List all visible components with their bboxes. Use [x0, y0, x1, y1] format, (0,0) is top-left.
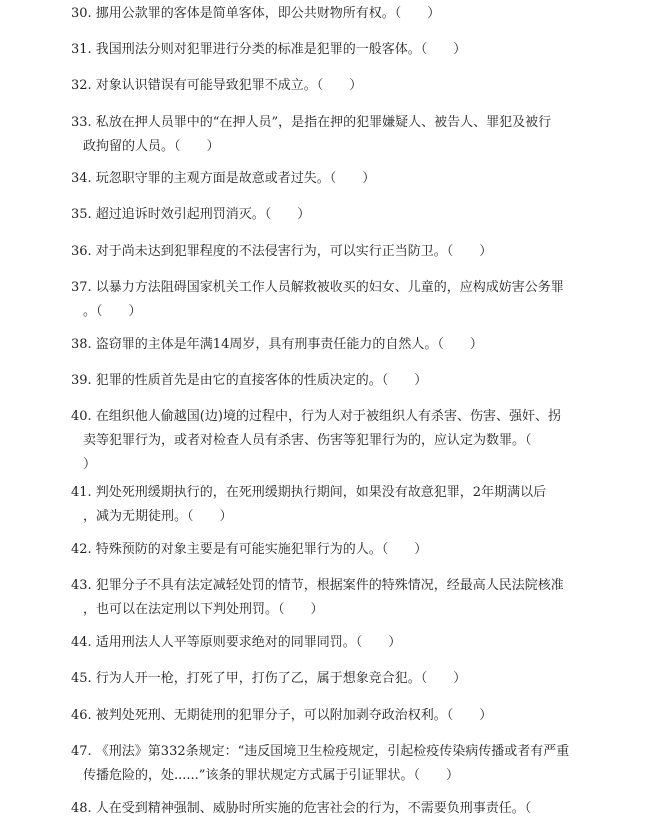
question-35 [71, 203, 591, 227]
question-line: 41. 判处死刑缓期执行的，在死刑缓期执行期间，如果没有故意犯罪，2年期满以后 [71, 485, 547, 500]
question-41 [71, 481, 591, 529]
question-45 [71, 667, 591, 691]
question-39 [71, 369, 591, 393]
question-37 [71, 276, 591, 324]
question-line: 39. 犯罪的性质首先是由它的直接客体的性质决定的。（ ） [71, 373, 428, 388]
question-line: 32. 对象认识错误有可能导致犯罪不成立。（ ） [71, 78, 363, 93]
question-42 [71, 538, 591, 562]
question-line: 33. 私放在押人员罪中的“在押人员”，是指在押的犯罪嫌疑人、被告人、罪犯及被行 [71, 115, 552, 130]
question-33 [71, 111, 591, 159]
question-line: 47. 《刑法》第332条规定：“违反国境卫生检疫规定，引起检疫传染病传播或者有严重 [71, 744, 570, 759]
question-line: 政拘留的人员。（ ） [83, 139, 220, 154]
question-36 [71, 240, 591, 264]
question-31 [71, 38, 591, 62]
question-line: 48. 人在受到精神强制、威胁时所实施的危害社会的行为，不需要负刑事责任。（ [71, 801, 532, 816]
question-line: ） [83, 457, 97, 472]
question-38 [71, 333, 591, 357]
question-30 [71, 2, 591, 26]
question-line: ，也可以在法定刑以下判处刑罚。（ ） [83, 602, 324, 617]
question-line: 传播危险的，处......”该条的罪状规定方式属于引证罪状。（ ） [83, 768, 459, 783]
question-40 [71, 405, 591, 477]
question-line: 37. 以暴力方法阻碍国家机关工作人员解救被收买的妇女、儿童的，应构成妨害公务罪 [71, 280, 564, 295]
question-line: 31. 我国刑法分则对犯罪进行分类的标准是犯罪的一般客体。（ ） [71, 42, 467, 57]
question-46 [71, 704, 591, 728]
question-line: ，减为无期徒刑。（ ） [83, 509, 233, 524]
question-line: 36. 对于尚未达到犯罪程度的不法侵害行为，可以实行正当防卫。（ ） [71, 244, 493, 259]
question-line: 42. 特殊预防的对象主要是有可能实施犯罪行为的人。（ ） [71, 542, 428, 557]
question-line: 40. 在组织他人偷越国(边)境的过程中，行为人对于被组织人有杀害、伤害、强奸、拐 [71, 409, 561, 424]
question-line: 43. 犯罪分子不具有法定减轻处罚的情节，根据案件的特殊情况，经最高人民法院核准 [71, 578, 564, 593]
question-line: 34. 玩忽职守罪的主观方面是故意或者过失。（ ） [71, 171, 376, 186]
question-48 [71, 797, 591, 821]
question-43 [71, 574, 591, 622]
question-line: 45. 行为人开一枪，打死了甲，打伤了乙，属于想象竞合犯。（ ） [71, 671, 467, 686]
question-32 [71, 74, 591, 98]
question-line: 卖等犯罪行为，或者对检查人员有杀害、伤害等犯罪行为的，应认定为数罪。（ [83, 433, 532, 448]
question-47 [71, 740, 591, 788]
question-line: 35. 超过追诉时效引起刑罚消灭。（ ） [71, 207, 311, 222]
question-line: 38. 盗窃罪的主体是年满14周岁，具有刑事责任能力的自然人。（ ） [71, 337, 483, 352]
question-line: 。（ ） [83, 304, 142, 319]
question-line: 44. 适用刑法人人平等原则要求绝对的同罪同罚。（ ） [71, 635, 402, 650]
question-44 [71, 631, 591, 655]
question-34 [71, 167, 591, 191]
question-line: 30. 挪用公款罪的客体是简单客体，即公共财物所有权。（ ） [71, 6, 441, 21]
question-line: 46. 被判处死刑、无期徒刑的犯罪分子，可以附加剥夺政治权利。（ ） [71, 708, 493, 723]
